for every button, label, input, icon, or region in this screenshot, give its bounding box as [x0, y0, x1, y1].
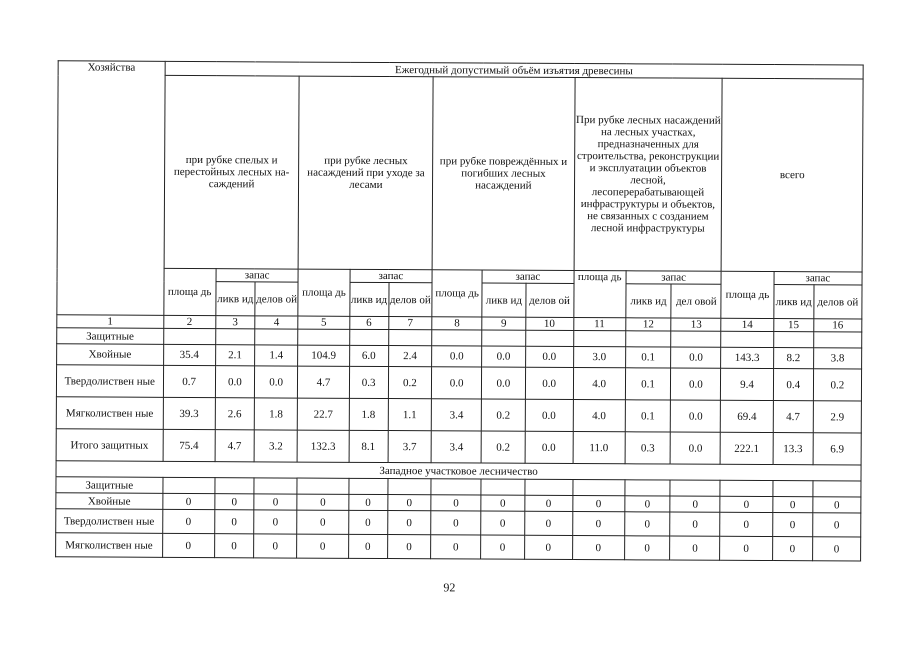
table-cell [348, 478, 387, 494]
table-cell: 0.0 [432, 367, 482, 399]
row-label: Хвойные [56, 493, 163, 510]
column-number-cell: 11 [573, 318, 625, 331]
table-cell [572, 480, 624, 496]
subheader-liquid: ликв ид [773, 285, 813, 319]
table-cell: 0 [162, 509, 214, 533]
table-cell: 222.1 [721, 432, 773, 464]
table-cell [431, 479, 481, 495]
row-label: Твердолиствен ные [56, 509, 163, 534]
subheader-business: делов ой [526, 283, 574, 317]
group-header-total: всего [722, 78, 864, 272]
table-cell [215, 329, 254, 345]
table-cell: 3.8 [813, 348, 861, 369]
table-cell [813, 481, 861, 497]
table-cell [481, 479, 525, 495]
table-cell: 0 [572, 512, 624, 536]
table-cell: 0 [720, 496, 772, 512]
column-number-cell: 10 [525, 317, 573, 330]
table-cell: 0.0 [525, 431, 573, 463]
table-cell [297, 478, 348, 494]
table-cell [388, 479, 432, 495]
table-cell: 0 [214, 510, 253, 534]
column-number-cell: 14 [721, 318, 773, 331]
table-cell: 8.1 [349, 430, 388, 462]
table-cell: 104.9 [298, 345, 349, 366]
table-cell: 0.0 [482, 367, 526, 399]
subheader-liquid: ликв ид [626, 284, 672, 318]
table-cell [482, 330, 526, 346]
table-cell: 8.2 [773, 348, 813, 369]
table-cell: 0 [481, 511, 525, 535]
table-cell [671, 331, 721, 347]
row-label: Мягколиствен ные [56, 397, 163, 430]
table-cell: 0 [624, 512, 670, 536]
table-cell: 0.7 [163, 365, 215, 397]
column-number-cell: 3 [216, 316, 255, 329]
table-cell: 2.4 [388, 346, 432, 367]
table-cell: 0 [214, 534, 253, 558]
subheader-area: площа дь [432, 270, 482, 317]
table-cell: 0 [572, 536, 624, 560]
subheader-stock: запас [216, 269, 299, 282]
group-header-infrastructure: При рубке лесных насаждений на лесных участках, предназначенных для строительства, реконструкции и эксплуатации объектов лесной, лесоперерабатывающей инфраструктуры и объектов, не связанных с созданием лесной инфраструктуры [574, 78, 723, 272]
table-row [56, 533, 861, 561]
table-row [56, 429, 861, 465]
table-cell: 0 [348, 494, 387, 510]
table-cell [163, 328, 215, 344]
table-cell: 0 [388, 495, 432, 511]
table-cell [720, 480, 772, 496]
subheader-area: площа дь [163, 268, 215, 315]
table-cell: 0 [481, 495, 525, 511]
subheader-stock: запас [482, 270, 573, 283]
header-title: Ежегодный допустимый объём изъятия древесины [165, 61, 863, 79]
table-cell: 0 [772, 497, 812, 513]
table-cell: 0.2 [813, 369, 861, 401]
table-cell [215, 478, 254, 494]
column-number-cell: 6 [349, 316, 388, 329]
table-cell [625, 480, 671, 496]
table-cell: 0.2 [388, 367, 432, 399]
table-cell [162, 477, 214, 493]
table-cell: 0 [254, 510, 298, 534]
table-cell: 0 [297, 494, 348, 510]
table-cell: 0 [162, 533, 214, 557]
subheader-stock: запас [626, 271, 722, 285]
table-cell: 4.0 [573, 400, 625, 432]
column-number-cell: 16 [814, 319, 862, 332]
table-cell: 0 [431, 495, 481, 511]
table-cell: 0 [813, 513, 861, 537]
table-cell [254, 478, 298, 494]
table-cell: 1.4 [255, 345, 299, 366]
table-cell: 4.0 [573, 368, 625, 400]
table-cell: 0 [254, 494, 298, 510]
table-cell: 3.7 [388, 431, 432, 463]
table-cell: 0.0 [432, 346, 482, 367]
group-header-mature: при рубке спелых и перестойных лесных на- саждений [164, 75, 300, 269]
table-cell: 0 [720, 512, 772, 536]
table-row [56, 397, 861, 433]
table-cell: 0.0 [671, 400, 721, 432]
table-cell: 3.2 [254, 430, 298, 462]
table-cell [773, 332, 813, 348]
table-cell: 0 [572, 496, 624, 512]
table-cell: 0 [670, 512, 720, 536]
table-cell: 3.4 [431, 431, 481, 463]
subheader-liquid: ликв ид [482, 283, 526, 317]
table-cell [573, 331, 625, 347]
table-cell: 1.8 [349, 398, 388, 430]
table-cell [432, 330, 482, 346]
table-row [56, 365, 861, 401]
table-cell: 0.3 [625, 432, 671, 464]
row-label: Мягколиствен ные [56, 533, 163, 558]
column-number-cell: 12 [626, 318, 672, 331]
table-cell: 0 [524, 535, 572, 559]
table-cell: 0.2 [481, 399, 525, 431]
table-cell: 11.0 [573, 432, 625, 464]
table-cell: 0.0 [482, 346, 526, 367]
subheader-stock: запас [774, 272, 862, 285]
table-cell: 0.3 [349, 366, 388, 398]
table-cell: 0 [670, 536, 720, 560]
subheader-area: площа дь [721, 271, 773, 318]
subheader-business: делов ой [255, 282, 299, 316]
table-cell: 0 [772, 513, 812, 537]
subheader-business: дел овой [671, 284, 721, 318]
table-cell: 69.4 [721, 400, 773, 432]
table-cell: 0 [431, 511, 481, 535]
table-cell: 0 [348, 534, 387, 558]
table-cell: 9.4 [721, 368, 773, 400]
table-cell: 4.7 [298, 366, 349, 398]
table-cell: 22.7 [298, 398, 349, 430]
column-number-cell: 9 [482, 317, 526, 330]
table-cell: 0 [772, 537, 812, 561]
table-cell: 143.3 [721, 347, 773, 368]
table-cell: 0 [297, 534, 348, 558]
timber-harvest-table [55, 60, 864, 561]
row-label: Твердолиствен ные [56, 365, 163, 398]
table-cell: 0 [524, 511, 572, 535]
group-header-damaged: при рубке повреждённых и погибших лесных насаждений [432, 77, 574, 271]
row-label: Хвойные [57, 344, 164, 366]
table-cell: 0.1 [625, 368, 671, 400]
table-cell: 0 [162, 493, 214, 509]
table-cell: 1.8 [254, 398, 298, 430]
table-cell: 0 [670, 496, 720, 512]
table-cell: 0 [387, 535, 431, 559]
subheader-liquid: ликв ид [216, 282, 255, 316]
table-cell: 0 [813, 497, 861, 513]
column-number-cell: 4 [255, 316, 299, 329]
table-cell: 0.0 [525, 399, 573, 431]
group-header-thinning: при рубке лесных насаждений при уходе за лесами [299, 76, 434, 270]
table-cell: 0.0 [671, 368, 721, 400]
column-number-cell: 5 [298, 316, 349, 329]
row-label: Защитные [56, 477, 163, 494]
table-cell: 0 [387, 511, 431, 535]
table-cell: 1.1 [388, 399, 432, 431]
table-cell: 0.0 [525, 367, 573, 399]
section-title: Западное участковое лесничество [56, 461, 861, 481]
subheader-area: площа дь [298, 269, 349, 316]
table-cell: 0 [812, 537, 860, 561]
table-cell: 0 [624, 536, 670, 560]
table-cell: 0 [254, 534, 298, 558]
page-number: 92 [443, 580, 456, 595]
column-number-cell: 8 [432, 317, 482, 330]
subheader-area: площа дь [573, 271, 625, 318]
column-number-cell: 15 [773, 319, 813, 332]
table-cell: 0 [720, 536, 772, 560]
row-label: Защитные [57, 328, 164, 345]
table-cell [298, 329, 349, 345]
subheader-stock: запас [350, 269, 433, 282]
table-cell: 0 [297, 510, 348, 534]
table-cell: 0.0 [254, 366, 298, 398]
table-cell: 75.4 [163, 429, 215, 461]
table-cell: 0 [431, 535, 481, 559]
table-cell: 0 [348, 510, 387, 534]
table-cell: 2.1 [215, 345, 254, 366]
table-cell [670, 480, 720, 496]
table-cell: 39.3 [163, 397, 215, 429]
table-cell: 2.6 [215, 398, 254, 430]
table-cell [525, 330, 573, 346]
subheader-liquid: ликв ид [349, 282, 388, 316]
table-cell [625, 331, 671, 347]
table-cell: 0.0 [671, 347, 721, 368]
table-cell: 3.4 [431, 399, 481, 431]
table-cell: 0 [215, 494, 254, 510]
table-cell: 6.9 [813, 433, 861, 465]
column-number-cell: 7 [388, 317, 432, 330]
table-cell: 0.4 [773, 369, 813, 401]
table-cell: 0.0 [525, 346, 573, 367]
table-cell: 0.1 [625, 400, 671, 432]
column-number-cell: 1 [57, 315, 164, 329]
table-cell: 4.7 [773, 401, 813, 433]
table-cell: 13.3 [773, 433, 813, 465]
column-number-cell: 2 [163, 315, 215, 328]
table-cell: 132.3 [298, 430, 349, 462]
table-cell [349, 329, 388, 345]
column-number-cell: 13 [671, 318, 721, 331]
row-label: Итого защитных [56, 429, 163, 462]
header-farms: Хозяйства [57, 61, 165, 316]
table-cell: 0.2 [481, 431, 525, 463]
table-cell [773, 481, 813, 497]
subheader-business: делов ой [389, 283, 433, 317]
table-cell: 35.4 [163, 344, 215, 365]
table-cell: 0 [481, 535, 525, 559]
table-cell [814, 332, 862, 348]
table-cell [388, 330, 432, 346]
table-cell: 0.0 [670, 432, 720, 464]
subheader-business: делов ой [814, 285, 862, 319]
table-cell: 3.0 [573, 347, 625, 368]
table-cell: 0.1 [625, 347, 671, 368]
table-cell: 6.0 [349, 345, 388, 366]
table-cell [525, 479, 573, 495]
table-cell: 2.9 [813, 401, 861, 433]
table-cell: 0.0 [215, 366, 254, 398]
table-cell: 0 [525, 495, 573, 511]
table-cell [721, 331, 773, 347]
table-cell [255, 329, 299, 345]
table-cell: 4.7 [215, 430, 254, 462]
table-cell: 0 [625, 496, 671, 512]
